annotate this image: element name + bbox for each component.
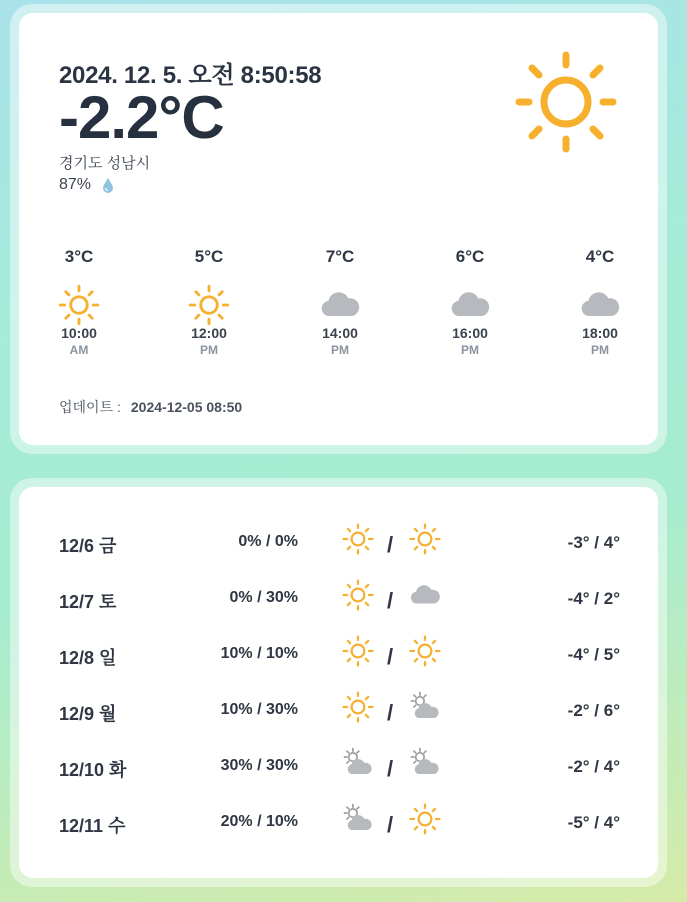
sun-icon — [339, 522, 377, 556]
icon-separator: / — [387, 588, 394, 613]
hourly-time: 10:00 — [61, 325, 97, 341]
daily-precip-chance: 30% / 30% — [220, 757, 298, 774]
partly-cloudy-icon — [339, 802, 377, 836]
cloud-icon — [318, 283, 362, 327]
daily-temp-range: -4° / 2° — [567, 589, 620, 608]
hourly-item — [169, 247, 249, 357]
hourly-item — [300, 247, 380, 357]
daily-temp-range: -3° / 4° — [567, 533, 620, 552]
daily-date: 12/11 수 — [59, 816, 126, 836]
hourly-ampm: PM — [461, 343, 479, 357]
sun-icon — [406, 522, 444, 556]
daily-row — [19, 690, 658, 730]
daily-precip-chance: 0% / 30% — [229, 589, 298, 606]
daily-precip-chance: 10% / 10% — [220, 645, 298, 662]
current-datetime: 2024. 12. 5. 오전 8:50:58 — [59, 62, 322, 89]
partly-cloudy-icon — [406, 690, 444, 724]
icon-separator: / — [387, 644, 394, 669]
hourly-temp: 3°C — [64, 247, 94, 266]
icon-separator: / — [387, 532, 394, 557]
partly-cloudy-icon — [406, 746, 444, 780]
icon-separator: / — [387, 812, 394, 837]
daily-date: 12/7 토 — [59, 592, 117, 612]
sun-icon — [406, 802, 444, 836]
sun-icon — [406, 634, 444, 668]
daily-temp-range: -2° / 6° — [567, 701, 620, 720]
current-weather-card-frame — [10, 4, 667, 454]
hourly-ampm: AM — [69, 343, 89, 357]
last-updated — [59, 397, 242, 417]
partly-cloudy-icon — [339, 746, 377, 780]
daily-precip-chance: 0% / 0% — [238, 533, 298, 550]
update-label: 업데이트 : — [59, 399, 121, 415]
daily-date: 12/9 월 — [59, 704, 117, 724]
daily-temp-range: -5° / 4° — [567, 813, 620, 832]
icon-separator: / — [387, 700, 394, 725]
humidity-row — [59, 176, 115, 194]
daily-row — [19, 802, 658, 842]
daily-temp-range: -4° / 5° — [567, 645, 620, 664]
hourly-temp: 6°C — [455, 247, 485, 266]
daily-row — [19, 578, 658, 618]
sun-icon — [57, 283, 101, 327]
daily-precip-chance: 20% / 10% — [220, 813, 298, 830]
hourly-temp: 4°C — [585, 247, 615, 266]
hourly-item — [39, 247, 119, 357]
hourly-time: 14:00 — [322, 325, 358, 341]
icon-separator: / — [387, 756, 394, 781]
sun-icon — [339, 634, 377, 668]
daily-forecast-card-frame — [10, 478, 667, 887]
current-weather-sun-icon — [511, 47, 621, 157]
daily-precip-chance: 10% / 30% — [220, 701, 298, 718]
sun-icon — [339, 690, 377, 724]
humidity-value: 87% — [59, 176, 92, 193]
current-weather-card — [19, 13, 658, 445]
daily-date: 12/10 화 — [59, 760, 127, 780]
hourly-time: 16:00 — [452, 325, 488, 341]
hourly-item — [430, 247, 510, 357]
daily-row — [19, 746, 658, 786]
location-label: 경기도 성남시 — [59, 155, 151, 172]
hourly-item — [560, 247, 640, 357]
hourly-time: 12:00 — [191, 325, 227, 341]
hourly-ampm: PM — [591, 343, 609, 357]
current-temperature: -2.2°C — [59, 84, 224, 151]
daily-row — [19, 522, 658, 562]
hourly-temp: 7°C — [325, 247, 355, 266]
sun-icon — [187, 283, 231, 327]
hourly-ampm: PM — [331, 343, 349, 357]
hourly-ampm: PM — [200, 343, 218, 357]
cloud-icon — [406, 578, 444, 612]
hourly-time: 18:00 — [582, 325, 618, 341]
hourly-temp: 5°C — [194, 247, 224, 266]
daily-row — [19, 634, 658, 674]
cloud-icon — [448, 283, 492, 327]
daily-date: 12/8 일 — [59, 648, 117, 668]
daily-forecast-card — [19, 487, 658, 878]
water-drop-icon — [101, 177, 115, 193]
update-value: 2024-12-05 08:50 — [130, 399, 243, 415]
cloud-icon — [578, 283, 622, 327]
daily-temp-range: -2° / 4° — [567, 757, 620, 776]
sun-icon — [339, 578, 377, 612]
daily-date: 12/6 금 — [59, 536, 117, 556]
